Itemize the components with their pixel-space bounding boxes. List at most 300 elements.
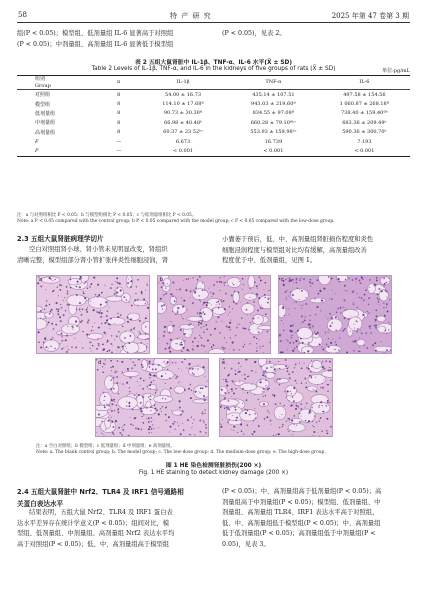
cell-nucleus bbox=[316, 306, 318, 308]
cell-nucleus bbox=[167, 369, 168, 370]
cell-nucleus bbox=[265, 380, 267, 382]
cell-nucleus bbox=[383, 286, 385, 288]
cell-nucleus bbox=[297, 288, 298, 289]
cell-nucleus bbox=[150, 406, 152, 408]
cell-nucleus bbox=[203, 420, 204, 421]
cell-nucleus bbox=[194, 337, 196, 339]
cell-nucleus bbox=[129, 403, 130, 404]
cell-nucleus bbox=[296, 425, 297, 426]
cell-nucleus bbox=[180, 414, 182, 416]
cell-nucleus bbox=[202, 311, 204, 313]
cell-nucleus bbox=[256, 293, 258, 295]
cell-nucleus bbox=[339, 337, 340, 338]
cell-nucleus bbox=[199, 391, 200, 392]
cell-nucleus bbox=[134, 327, 135, 328]
cell-nucleus bbox=[285, 291, 286, 292]
cell-nucleus bbox=[130, 286, 132, 288]
cell-nucleus bbox=[379, 304, 380, 305]
cell-nucleus bbox=[365, 290, 367, 292]
cell-nucleus bbox=[145, 290, 146, 291]
paragraph-line: 清晰完整，模型组部分肾小管扩张伴炎性细胞浸润，肾 bbox=[17, 256, 169, 264]
cell-nucleus bbox=[223, 282, 225, 284]
tubule-lumen bbox=[120, 331, 135, 344]
figure-note-cn: 注：a 空白对照组；b 模型组；c 低剂量组；d 中剂量组；e 高剂量组。 bbox=[36, 444, 175, 449]
cell-nucleus bbox=[218, 317, 220, 319]
cell-nucleus bbox=[79, 302, 81, 304]
cell-nucleus bbox=[108, 323, 110, 325]
cell-nucleus bbox=[224, 392, 226, 394]
cell-nucleus bbox=[249, 329, 250, 330]
cell-nucleus bbox=[369, 287, 370, 288]
tubule-lumen bbox=[118, 397, 137, 410]
header-group: 组别 Group bbox=[17, 76, 99, 90]
cell-nucleus bbox=[385, 290, 387, 292]
cell-nucleus bbox=[378, 301, 379, 302]
cell-nucleus bbox=[92, 345, 93, 346]
cell-nucleus bbox=[259, 346, 260, 347]
cell-nucleus bbox=[169, 350, 170, 351]
cell-nucleus bbox=[384, 315, 386, 317]
cell-nucleus bbox=[300, 324, 301, 325]
cell-nucleus bbox=[163, 296, 164, 297]
cell-nucleus bbox=[183, 280, 184, 281]
cell-nucleus bbox=[175, 377, 177, 379]
cell-nucleus bbox=[226, 326, 228, 328]
cell-nucleus bbox=[77, 283, 78, 284]
cell-nucleus bbox=[240, 366, 241, 367]
cell-nucleus bbox=[48, 347, 49, 348]
cell-nucleus bbox=[167, 361, 169, 363]
cell-nucleus bbox=[175, 362, 176, 363]
cell-nucleus bbox=[97, 296, 99, 298]
cell-nucleus bbox=[245, 412, 247, 414]
cell-nucleus bbox=[317, 432, 318, 433]
cell-nucleus bbox=[170, 387, 172, 389]
tubule-lumen bbox=[227, 277, 241, 287]
cell-nucleus bbox=[292, 325, 294, 327]
cell-nucleus bbox=[134, 417, 136, 419]
cell-nucleus bbox=[260, 379, 261, 380]
cell-nucleus bbox=[199, 299, 200, 300]
cell-nucleus bbox=[277, 379, 279, 381]
cell-nucleus bbox=[224, 338, 225, 339]
cell-nucleus bbox=[387, 310, 389, 312]
tubule-lumen bbox=[106, 296, 123, 301]
cell-nucleus bbox=[292, 279, 293, 280]
tubule-lumen bbox=[297, 327, 313, 339]
cell-nucleus bbox=[300, 403, 301, 404]
cell-nucleus bbox=[171, 321, 172, 322]
cell-nucleus bbox=[165, 293, 167, 295]
cell-nucleus bbox=[301, 416, 302, 417]
cell-nucleus bbox=[169, 331, 171, 333]
cell-nucleus bbox=[310, 371, 312, 373]
cell-nucleus bbox=[96, 432, 97, 433]
cell-nucleus bbox=[117, 360, 119, 362]
cell-nucleus bbox=[267, 302, 269, 304]
cell-nucleus bbox=[125, 332, 126, 333]
cell-nucleus bbox=[269, 361, 271, 363]
cell-nucleus bbox=[229, 322, 231, 324]
cell-nucleus bbox=[185, 333, 186, 334]
tubule-lumen bbox=[44, 312, 53, 318]
cell-nucleus bbox=[45, 316, 46, 317]
cell-nucleus bbox=[103, 332, 105, 334]
cell-nucleus bbox=[182, 306, 184, 308]
cell-nucleus bbox=[96, 311, 98, 313]
cell-nucleus bbox=[211, 346, 213, 348]
cell-nucleus bbox=[55, 324, 57, 326]
cell-nucleus bbox=[335, 316, 337, 318]
cell-nucleus bbox=[182, 423, 183, 424]
cell-nucleus bbox=[311, 282, 313, 284]
cell-nucleus bbox=[269, 412, 270, 413]
section-2-3-right bbox=[222, 235, 412, 267]
cell-nucleus bbox=[104, 396, 105, 397]
cell-nucleus bbox=[127, 321, 129, 323]
cell-nucleus bbox=[386, 349, 388, 351]
cell-nucleus bbox=[244, 374, 246, 376]
cell-nucleus bbox=[143, 322, 144, 323]
cell-nucleus bbox=[139, 333, 141, 335]
tubule-lumen bbox=[100, 392, 112, 406]
cell-nucleus bbox=[148, 421, 150, 423]
cell-nucleus bbox=[315, 333, 317, 335]
cell-nucleus bbox=[254, 408, 255, 409]
cell-nucleus bbox=[117, 411, 119, 413]
cell-nucleus bbox=[356, 331, 357, 332]
cell-nucleus bbox=[186, 278, 188, 280]
cell-nucleus bbox=[180, 433, 182, 435]
tubule-lumen bbox=[115, 287, 124, 296]
cell-nucleus bbox=[122, 383, 123, 384]
cell-nucleus bbox=[323, 411, 325, 413]
cell-nucleus bbox=[119, 283, 121, 285]
cell-nucleus bbox=[68, 304, 70, 306]
cell-nucleus bbox=[295, 308, 296, 309]
cell-nucleus bbox=[386, 291, 387, 292]
cell-nucleus bbox=[97, 284, 99, 286]
cell-nucleus bbox=[59, 284, 61, 286]
cell-nucleus bbox=[292, 396, 293, 397]
header-il6: IL-6 bbox=[319, 76, 410, 90]
cell-nucleus bbox=[65, 339, 67, 341]
cell-nucleus bbox=[178, 382, 179, 383]
cell-nucleus bbox=[238, 369, 239, 370]
cell-nucleus bbox=[207, 302, 209, 304]
cell-nucleus bbox=[216, 302, 217, 303]
cell-nucleus bbox=[236, 405, 237, 406]
cell-nucleus bbox=[357, 322, 358, 323]
cell-nucleus bbox=[130, 280, 132, 282]
cell-nucleus bbox=[84, 297, 86, 299]
cell-nucleus bbox=[162, 398, 164, 400]
cell-nucleus bbox=[67, 326, 68, 327]
cell-nucleus bbox=[262, 391, 263, 392]
cell-nucleus bbox=[263, 388, 265, 390]
cell-nucleus bbox=[303, 278, 305, 280]
cell-nucleus bbox=[330, 380, 331, 381]
cell-nucleus bbox=[355, 278, 357, 280]
tubule-lumen bbox=[179, 324, 195, 329]
cell-nucleus bbox=[177, 392, 178, 393]
cell-nucleus bbox=[295, 408, 297, 410]
cell-nucleus bbox=[374, 325, 376, 327]
cell-nucleus bbox=[128, 279, 129, 280]
cell-nucleus bbox=[301, 368, 303, 370]
cell-nucleus bbox=[175, 297, 176, 298]
cell-nucleus bbox=[79, 286, 81, 288]
cell-nucleus bbox=[364, 294, 366, 296]
cell-nucleus bbox=[141, 410, 143, 412]
cell-nucleus bbox=[175, 314, 177, 316]
cell-nucleus bbox=[111, 403, 113, 405]
cell-nucleus bbox=[199, 431, 201, 433]
cell-nucleus bbox=[229, 312, 230, 313]
tubule-lumen bbox=[192, 289, 208, 300]
cell-nucleus bbox=[111, 370, 112, 371]
cell-nucleus bbox=[128, 405, 130, 407]
he-micrograph-e bbox=[220, 359, 332, 436]
cell-nucleus bbox=[356, 293, 357, 294]
cell-nucleus bbox=[287, 370, 289, 372]
cell-nucleus bbox=[161, 305, 163, 307]
cell-nucleus bbox=[156, 375, 158, 377]
cell-nucleus bbox=[282, 424, 283, 425]
paragraph-line: 型组、低剂量组、中剂量组、高剂量组 Nrf2 表达水平均 bbox=[17, 530, 175, 537]
cell-nucleus bbox=[279, 368, 280, 369]
cell-nucleus bbox=[177, 338, 178, 339]
cell-nucleus bbox=[330, 369, 332, 371]
table-title-en: Table 2 Levels of IL-1β, TNF-α, and IL-6 in the kidneys of five groups of rats (X̄ ± SD) bbox=[91, 66, 336, 72]
cell-nucleus bbox=[220, 277, 221, 278]
cell-nucleus bbox=[244, 378, 246, 380]
cell-nucleus bbox=[53, 290, 55, 292]
cell-nucleus bbox=[146, 418, 147, 419]
cell-nucleus bbox=[115, 370, 116, 371]
cell-nucleus bbox=[319, 420, 321, 422]
cell-nucleus bbox=[140, 342, 142, 344]
cell-nucleus bbox=[322, 383, 323, 384]
cell-nucleus bbox=[320, 288, 321, 289]
cell-nucleus bbox=[268, 299, 269, 300]
cell-nucleus bbox=[138, 394, 140, 396]
cell-nucleus bbox=[309, 375, 311, 377]
heading-line: 2.4 五组大鼠肾脏中 Nrf2、TLR4 及 IRF1 信号通路相 bbox=[17, 488, 184, 496]
cell-nucleus bbox=[220, 333, 221, 334]
cell-nucleus bbox=[223, 347, 225, 349]
cell-nucleus bbox=[88, 298, 89, 299]
cell-nucleus bbox=[44, 309, 46, 311]
cell-nucleus bbox=[312, 425, 313, 426]
cell-nucleus bbox=[69, 278, 71, 280]
cell-nucleus bbox=[80, 311, 81, 312]
cell-nucleus bbox=[140, 408, 142, 410]
cell-nucleus bbox=[232, 415, 233, 416]
cell-nucleus bbox=[249, 343, 250, 344]
cell-nucleus bbox=[255, 417, 257, 419]
cell-nucleus bbox=[390, 324, 391, 325]
cell-nucleus bbox=[281, 320, 282, 321]
cell-nucleus bbox=[361, 332, 363, 334]
cell-nucleus bbox=[172, 362, 174, 364]
cell-nucleus bbox=[350, 331, 351, 332]
cell-nucleus bbox=[220, 290, 221, 291]
cell-nucleus bbox=[136, 393, 137, 394]
cell-nucleus bbox=[193, 419, 194, 420]
cell-nucleus bbox=[328, 276, 330, 278]
cell-nucleus bbox=[153, 428, 154, 429]
cell-nucleus bbox=[307, 350, 309, 352]
cell-nucleus bbox=[359, 337, 360, 338]
cell-nucleus bbox=[70, 287, 71, 288]
cell-nucleus bbox=[85, 281, 87, 283]
cell-nucleus bbox=[112, 345, 113, 346]
cell-nucleus bbox=[93, 309, 95, 311]
cell-nucleus bbox=[282, 306, 284, 308]
cell-nucleus bbox=[192, 277, 193, 278]
cell-nucleus bbox=[258, 425, 260, 427]
cell-nucleus bbox=[228, 406, 229, 407]
cell-nucleus bbox=[132, 408, 134, 410]
cell-nucleus bbox=[142, 397, 144, 399]
cell-nucleus bbox=[337, 308, 339, 310]
cell-nucleus bbox=[301, 383, 302, 384]
cell-nucleus bbox=[155, 390, 156, 391]
cell-nucleus bbox=[295, 340, 297, 342]
cell-nucleus bbox=[245, 409, 246, 410]
cell-nucleus bbox=[61, 348, 63, 350]
cell-nucleus bbox=[110, 328, 111, 329]
cell-nucleus bbox=[53, 328, 55, 330]
cell-nucleus bbox=[346, 290, 347, 291]
cell-nucleus bbox=[180, 329, 182, 331]
he-panel-a bbox=[36, 275, 150, 354]
cell-nucleus bbox=[197, 365, 198, 366]
cell-nucleus bbox=[207, 339, 209, 341]
cell-nucleus bbox=[310, 279, 311, 280]
cell-nucleus bbox=[305, 406, 306, 407]
cell-nucleus bbox=[162, 406, 164, 408]
cell-nucleus bbox=[194, 291, 196, 293]
cell-nucleus bbox=[295, 363, 297, 365]
cell-nucleus bbox=[264, 418, 266, 420]
cell-nucleus bbox=[242, 278, 244, 280]
cell-nucleus bbox=[238, 362, 240, 364]
table-row: 对照组 8 54.00 ± 16.73 435.14 ± 107.51 497.58 ± 154.56 bbox=[35, 91, 386, 99]
cell-nucleus bbox=[242, 289, 243, 290]
cell-nucleus bbox=[169, 378, 170, 379]
section-2-4-right bbox=[222, 487, 414, 550]
cell-nucleus bbox=[358, 297, 360, 299]
cell-nucleus bbox=[260, 348, 261, 349]
cell-nucleus bbox=[325, 331, 326, 332]
cell-nucleus bbox=[363, 299, 365, 301]
cell-nucleus bbox=[55, 302, 57, 304]
cell-nucleus bbox=[223, 379, 224, 380]
cell-nucleus bbox=[330, 325, 332, 327]
cell-nucleus bbox=[117, 313, 118, 314]
cell-nucleus bbox=[148, 397, 149, 398]
cell-nucleus bbox=[147, 360, 148, 361]
cell-nucleus bbox=[304, 363, 305, 364]
cell-nucleus bbox=[222, 419, 223, 420]
cell-nucleus bbox=[294, 380, 296, 382]
cell-nucleus bbox=[163, 335, 165, 337]
cell-nucleus bbox=[137, 305, 138, 306]
table-row: 高剂量组 8 60.37 ± 23.52ᵇᶜ 553.93 ± 159.98ᵇᶜ 590.36 ± 300.70ᵇ bbox=[35, 129, 387, 136]
panel-label-c: c bbox=[281, 277, 284, 283]
cell-nucleus bbox=[111, 335, 112, 336]
cell-nucleus bbox=[209, 343, 210, 344]
cell-nucleus bbox=[360, 282, 362, 284]
cell-nucleus bbox=[228, 326, 230, 328]
cell-nucleus bbox=[368, 297, 370, 299]
cell-nucleus bbox=[285, 365, 287, 367]
cell-nucleus bbox=[111, 399, 113, 401]
cell-nucleus bbox=[322, 387, 324, 389]
cell-nucleus bbox=[165, 287, 166, 288]
cell-nucleus bbox=[224, 308, 226, 310]
cell-nucleus bbox=[295, 332, 296, 333]
cell-nucleus bbox=[217, 301, 219, 303]
cell-nucleus bbox=[203, 366, 205, 368]
table-2 bbox=[17, 75, 410, 157]
paragraph-line: 剂量组、高剂量组 TLR4、IRF1 表达水平高于对照组， bbox=[222, 509, 379, 516]
cell-nucleus bbox=[185, 289, 187, 291]
cell-nucleus bbox=[150, 374, 152, 376]
cell-nucleus bbox=[370, 325, 371, 326]
cell-nucleus bbox=[242, 403, 243, 404]
cell-nucleus bbox=[80, 321, 82, 323]
cell-nucleus bbox=[152, 368, 154, 370]
cell-nucleus bbox=[175, 343, 176, 344]
cell-nucleus bbox=[315, 377, 316, 378]
cell-nucleus bbox=[358, 351, 359, 352]
cell-nucleus bbox=[375, 321, 376, 322]
cell-nucleus bbox=[243, 328, 245, 330]
cell-nucleus bbox=[386, 297, 387, 298]
cell-nucleus bbox=[56, 308, 58, 310]
cell-nucleus bbox=[182, 410, 184, 412]
cell-nucleus bbox=[305, 386, 307, 388]
cell-nucleus bbox=[311, 366, 312, 367]
cell-nucleus bbox=[343, 299, 345, 301]
cell-nucleus bbox=[309, 320, 310, 321]
cell-nucleus bbox=[205, 386, 207, 388]
cell-nucleus bbox=[342, 330, 344, 332]
cell-nucleus bbox=[310, 411, 311, 412]
cell-nucleus bbox=[325, 405, 327, 407]
cell-nucleus bbox=[381, 290, 383, 292]
cell-nucleus bbox=[307, 422, 308, 423]
cell-nucleus bbox=[61, 285, 62, 286]
cell-nucleus bbox=[290, 391, 291, 392]
cell-nucleus bbox=[291, 393, 292, 394]
cell-nucleus bbox=[286, 290, 288, 292]
cell-nucleus bbox=[187, 310, 188, 311]
cell-nucleus bbox=[293, 431, 294, 432]
cell-nucleus bbox=[150, 410, 151, 411]
tubule-lumen bbox=[325, 345, 341, 353]
cell-nucleus bbox=[76, 325, 77, 326]
cell-nucleus bbox=[322, 431, 323, 432]
cell-nucleus bbox=[114, 401, 115, 402]
cell-nucleus bbox=[158, 283, 159, 284]
cell-nucleus bbox=[228, 314, 229, 315]
cell-nucleus bbox=[194, 434, 195, 435]
cell-nucleus bbox=[322, 348, 324, 350]
